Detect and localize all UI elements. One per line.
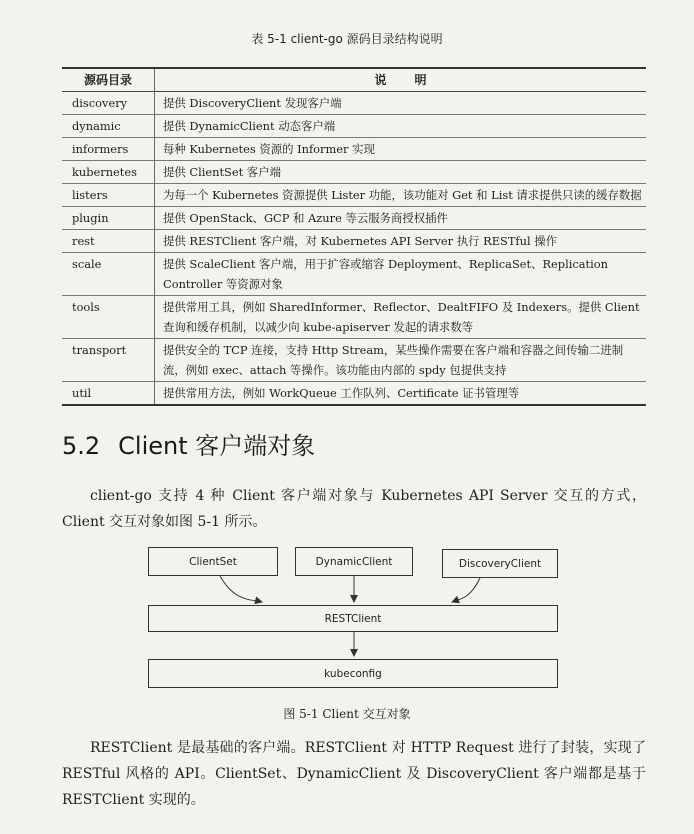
discoveryclient-box: DiscoveryClient bbox=[442, 549, 558, 578]
dynamicclient-box: DynamicClient bbox=[295, 547, 413, 576]
row-dir: kubernetes bbox=[62, 161, 155, 184]
row-desc: 提供 DiscoveryClient 发现客户端 bbox=[155, 92, 647, 115]
clientset-box: ClientSet bbox=[148, 547, 278, 576]
row-desc: 提供 RESTClient 客户端，对 Kubernetes API Server 执行 RESTful 操作 bbox=[155, 230, 647, 253]
table-row bbox=[62, 161, 646, 184]
table-row bbox=[62, 207, 646, 230]
row-dir: discovery bbox=[62, 92, 155, 115]
figure-caption: 图 5-1 Client 交互对象 bbox=[283, 707, 411, 721]
row-dir: util bbox=[62, 382, 155, 406]
table-row bbox=[62, 253, 646, 296]
table-row bbox=[62, 138, 646, 161]
arrow-clientset-to-restclient bbox=[220, 576, 262, 602]
directory-table bbox=[62, 67, 646, 406]
kubeconfig-box: kubeconfig bbox=[148, 659, 558, 688]
row-desc: 为每一个 Kubernetes 资源提供 Lister 功能，该功能对 Get 和 List 请求提供只读的缓存数据 bbox=[155, 184, 647, 207]
table-row bbox=[62, 339, 646, 382]
table-row bbox=[62, 115, 646, 138]
arrow-discoveryclient-to-restclient bbox=[452, 578, 480, 602]
header-source-dir: 源码目录 bbox=[62, 68, 155, 92]
row-dir: informers bbox=[62, 138, 155, 161]
row-dir: plugin bbox=[62, 207, 155, 230]
row-desc: 提供 DynamicClient 动态客户端 bbox=[155, 115, 647, 138]
row-desc: 提供常用方法，例如 WorkQueue 工作队列、Certificate 证书管理等 bbox=[155, 382, 647, 406]
row-dir: transport bbox=[62, 339, 155, 382]
row-desc: 提供 ScaleClient 客户端，用于扩容或缩容 Deployment、ReplicaSet、Replication Controller 等资源对象 bbox=[155, 253, 647, 296]
table-row bbox=[62, 184, 646, 207]
table-row bbox=[62, 382, 646, 406]
section-number: 5.2 bbox=[62, 432, 101, 460]
header-description: 说明 bbox=[155, 68, 647, 92]
row-desc: 提供 ClientSet 客户端 bbox=[155, 161, 647, 184]
section-title: Client 客户端对象 bbox=[118, 432, 316, 460]
row-desc: 每种 Kubernetes 资源的 Informer 实现 bbox=[155, 138, 647, 161]
table-header-row bbox=[62, 68, 646, 92]
row-dir: listers bbox=[62, 184, 155, 207]
row-dir: rest bbox=[62, 230, 155, 253]
table-caption: 表 5-1 client-go 源码目录结构说明 bbox=[251, 32, 443, 46]
section-heading bbox=[62, 426, 315, 461]
body-paragraph-1: client-go 支持 4 种 Client 客户端对象与 Kubernetes API Server 交互的方式，Client 交互对象如图 5-1 所示。 bbox=[62, 488, 646, 530]
table-row bbox=[62, 296, 646, 339]
row-dir: tools bbox=[62, 296, 155, 339]
row-desc: 提供常用工具，例如 SharedInformer、Reflector、DealtFIFO 及 Indexers。提供 Client 查询和缓存机制，以减少向 kube-apiserver 发起的请求数等 bbox=[155, 296, 647, 339]
row-dir: scale bbox=[62, 253, 155, 296]
body-paragraph-2: RESTClient 是最基础的客户端。RESTClient 对 HTTP Request 进行了封装，实现了 RESTful 风格的 API。ClientSet、DynamicClient 及 DiscoveryClient 客户端都是基于 RESTClient 实现的。 bbox=[62, 740, 646, 808]
row-dir: dynamic bbox=[62, 115, 155, 138]
client-diagram bbox=[140, 544, 562, 694]
restclient-box: RESTClient bbox=[148, 605, 558, 632]
row-desc: 提供 OpenStack、GCP 和 Azure 等云服务商授权插件 bbox=[155, 207, 647, 230]
row-desc: 提供安全的 TCP 连接，支持 Http Stream，某些操作需要在客户端和容器之间传输二进制流，例如 exec、attach 等操作。该功能由内部的 spdy 包提供支持 bbox=[155, 339, 647, 382]
table-row bbox=[62, 230, 646, 253]
table-row bbox=[62, 92, 646, 115]
